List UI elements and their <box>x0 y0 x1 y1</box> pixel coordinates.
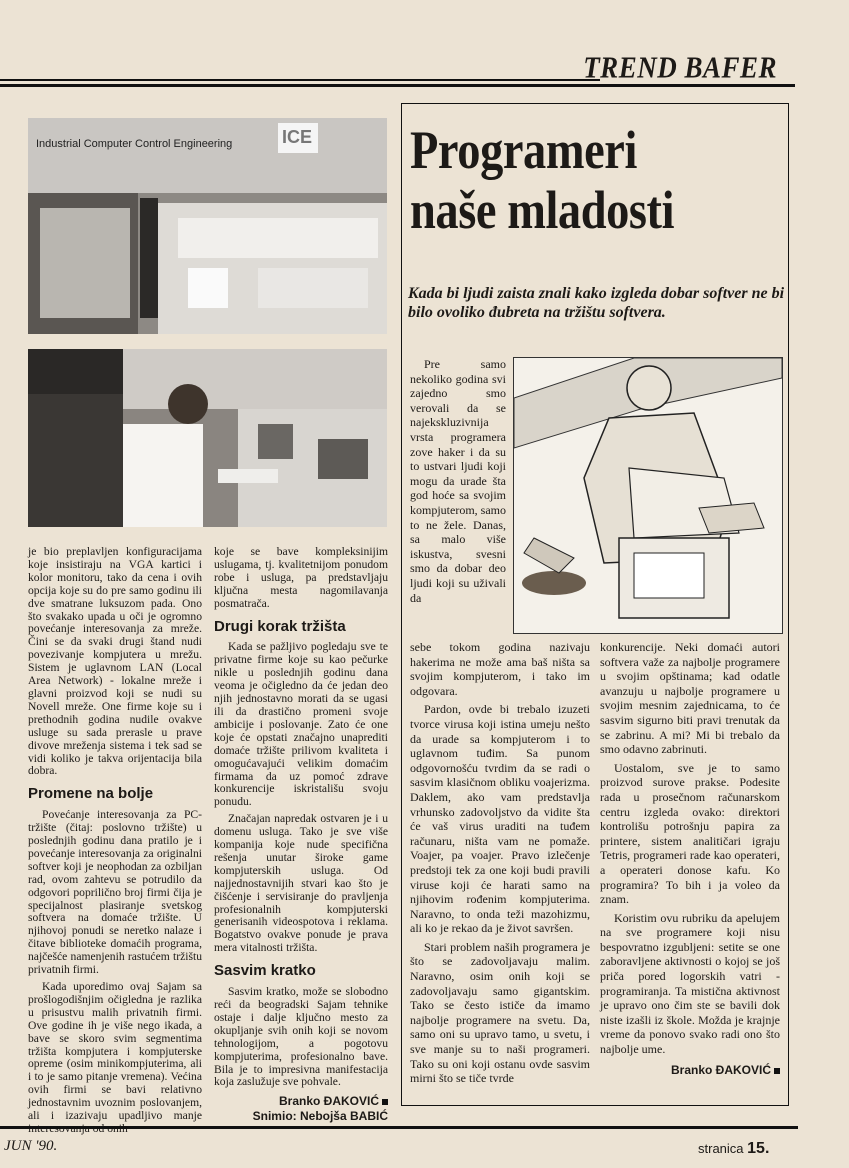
paragraph: sebe tokom godina nazivaju hakerima ne može ama baš ništa sa svojim kompjuterom, i tako im odgovara. <box>410 640 590 698</box>
subheading: Promene na bolje <box>28 785 154 803</box>
article-byline <box>600 1063 780 1078</box>
paragraph: Pardon, ovde bi trebalo izuzeti tvorce virusa koji istina umeju nešto da urade sa kompjuterom i to uglavnom tuđim. Sa punom odgovornošću tvrdim da se radi o sasvim klasičnom obliku voajerizma. Daklem, ako vam predstavlja vrhunsko zadovoljstvo da vidite šta će vaš virus uraditi na tuđem računaru, ništa vam ne pomaže. Voajer, pa voajer. Pravo izlečenje predstoji tek za one koji budi pravili viruse koji će harati samo na njihovim rođenim kompjuterima. Naravno, to onda teži mazohizmu, ali ko je rekao da je život savršen. <box>410 702 590 936</box>
author-name: Branko ĐAKOVIĆ <box>670 1062 771 1077</box>
paragraph: Uostalom, sve je to samo proizvod surove prakse. Podesite rada u prosečnom računarskom centru izgleda ovako: direktori kontrolišu potrošnju papira za printere, sistem analitičari igraju Tetris, programeri rade kao operateri, a operateri donose kafu. Ko programira? To bih i ja voleo da znam. <box>600 760 780 907</box>
paragraph: konkurencije. Neki domaći autori softvera važe za najbolje programere u svojim opštinama; kad odatle avanzuju u najbolje programere u svojim mesnim zajednicama, to će sasvim sigurno biti pravi trenutak da se zabrinu. A mi? Mi bi trebalo da smo odavno zabrinuti. <box>600 640 780 757</box>
article-lead: Kada bi ljudi zaista znali kako izgleda dobar softver ne bi bilo ovoliko đubreta na tržištu softvera. <box>408 285 785 321</box>
paragraph: Koristim ovu rubriku da apelujem na sve programere koji nisu bespovratno izgubljeni: setite se one zaboravljene aktivnosti o kojoj se još priča pored logorskih vatri - programiranja. Ta mistična aktivnost je upravo ono čim ste se bavili dok niste izašli iz škole. Možda je krajnje vreme da ponovo svako radi ono što najbolje ume. <box>600 910 780 1057</box>
paragraph: koje se bave kompleksinijim uslugama, tj. kvalitetnijom ponudom robe i usluga, pa predstavljaju ključna mesta nagomilavanja posmatrača. <box>214 545 388 610</box>
header-rule-top <box>0 79 600 81</box>
section-title: TREND BAFER <box>583 49 777 85</box>
photo-computer-operator <box>28 349 387 527</box>
article-column-1-narrow <box>410 357 506 609</box>
paragraph: Kada uporedimo ovaj Sajam sa prošlogodišnjim očigledna je razlika u prisustvu malih privatnih firmi. Ove godine ih je više nego ikada, a bave se skoro svim segmentima tržišta kompjutera i kompjuterske opreme (osim minikompjuterima, ali i to je samo pitanje vremena). Većina ovih firmi se bavi relativno jednostavnim uvoznim poslovanjem, ali i izazivaju upadljivo manje <box>28 980 202 1123</box>
end-mark <box>382 1099 388 1105</box>
middle-column <box>214 546 388 1123</box>
paragraph: Kada se pažljivo pogledaju sve te privatne firme koje su kao pečurke nikle u poslednjih godinu dana veoma je očigledno da će jedan deo njih jednostavno morati da se ugasi ili da drastično promeni svoje ambicije i poslovanje. Zato će one koje će opstati značajno unaprediti domaće tržište prilivom kvaliteta i omogućavajući velikim domaćim firmama da uz pomoć zdrave konkurencije iskristališu svoju ponudu. <box>214 640 388 809</box>
illustration-programmer-cartoon <box>513 357 783 634</box>
paragraph: je bio preplavljen konfiguracijama koje insistiraju na VGA kartici i kolor monitoru, tako da cena i ovih opcija koje su do pre samo godinu ili dve smatrane luksuzom pada. Ono što svakako upada u oči je ogromno povećanje interesovanja za mreže. Čini se da svaki drugi štand nudi povezivanje kompjutera u mrežu. Sistem je uglavnom LAN (Local Area Network) - lokalne mreže i glavni proizvod koji se nudi su Novell mreže. One firme koje su i prethodnih godina nudile ovakve usluge su sada prerasle u prave divove mreženja sistema i tek sad se vidi koliko je takva orijentacija bila dobra. <box>28 545 202 778</box>
end-mark <box>774 1068 780 1074</box>
booth-logo: ICE <box>282 127 313 147</box>
paragraph: Značajan napredak ostvaren je i u domenu usluga. Tako je sve više kompanija koje nude specifična rešenja unutar široke game kompjuterskih usluga. Od najjednostavnijih stvari kao što je čišćenje i servisiranje do pravljenja profesionalnih kompjuterski generisanih videospotova i reklama. Bogatstvo ovakve ponude je prava mera vitalnosti tržišta. <box>214 812 388 955</box>
paragraph: Sasvim kratko, može se slobodno reći da beogradski Sajam tehnike ostaje i dalje ključno mesto za okupljanje svih onih koji se novom tehnologijom, a pogotovu kompjuterima, profesionalno bave. Bila je to impresivna manifestacija koja zaslužuje sve pohvale. <box>214 985 388 1089</box>
article-column-2 <box>600 640 780 1077</box>
page-label-text: stranica <box>698 1141 744 1156</box>
subheading: Drugi korak tržišta <box>214 617 346 635</box>
paragraph: Pre samo nekoliko godina svi zajedno smo verovali da se najekskluzivnija vrsta programera zove haker i da su to ustvari ljudi koji mogu da urade šta god hoće sa svojim kompjuterom, samo to ne žele. Danas, sa malo više iskustva, svesni smo da dobar deo ljudi koji su uživali da <box>410 357 506 605</box>
issue-date: JUN '90. <box>4 1138 58 1154</box>
author-name: Branko ĐAKOVIĆ <box>278 1094 379 1109</box>
author-byline <box>214 1095 388 1108</box>
booth-sign: Industrial Computer Control Engineering <box>36 138 233 150</box>
article-headline: Programeri naše mladosti <box>410 120 675 240</box>
subheading: Sasvim kratko <box>214 962 316 980</box>
footer-rule <box>0 1126 798 1129</box>
paragraph: Povećanje interesovanja za PC-tržište (čitaj: poslovno tržište) u poslednjih godinu dana pratilo je i povećanje interesovanja za originalni softver koji je neophodan za ozbiljan rad, ovom zahtevu se potrudilo da odgovori poprilično broj firmi čija je specijalnost plasiranje svetskog softvera na domaće tržište. U njihovoj ponudi se neretko nalaze i čitave biblioteke domaćih programa, najčešće namenjenih rastućem tržištu privatnih firmi. <box>28 808 202 977</box>
left-column <box>28 546 202 1140</box>
article-column-1 <box>410 640 590 1090</box>
page-label <box>698 1140 769 1158</box>
photo-exhibition-booth <box>28 118 387 334</box>
photo-credit: Snimio: Nebojša BABIĆ <box>252 1109 388 1124</box>
page-number: 15. <box>747 1140 770 1157</box>
paragraph: Stari problem naših programera je što se zadovoljavaju malim. Naravno, osim onih koji se zadovoljavaju samo gigantskim. Tako se često ističe da imamo najbolje programere na svetu. Da, samo oni su upravo tamo, u svetu, i sve manje su to naši programeri. Tako su oni koji ostanu ovde sasvim mirni što se tiče tvrde <box>410 939 590 1086</box>
